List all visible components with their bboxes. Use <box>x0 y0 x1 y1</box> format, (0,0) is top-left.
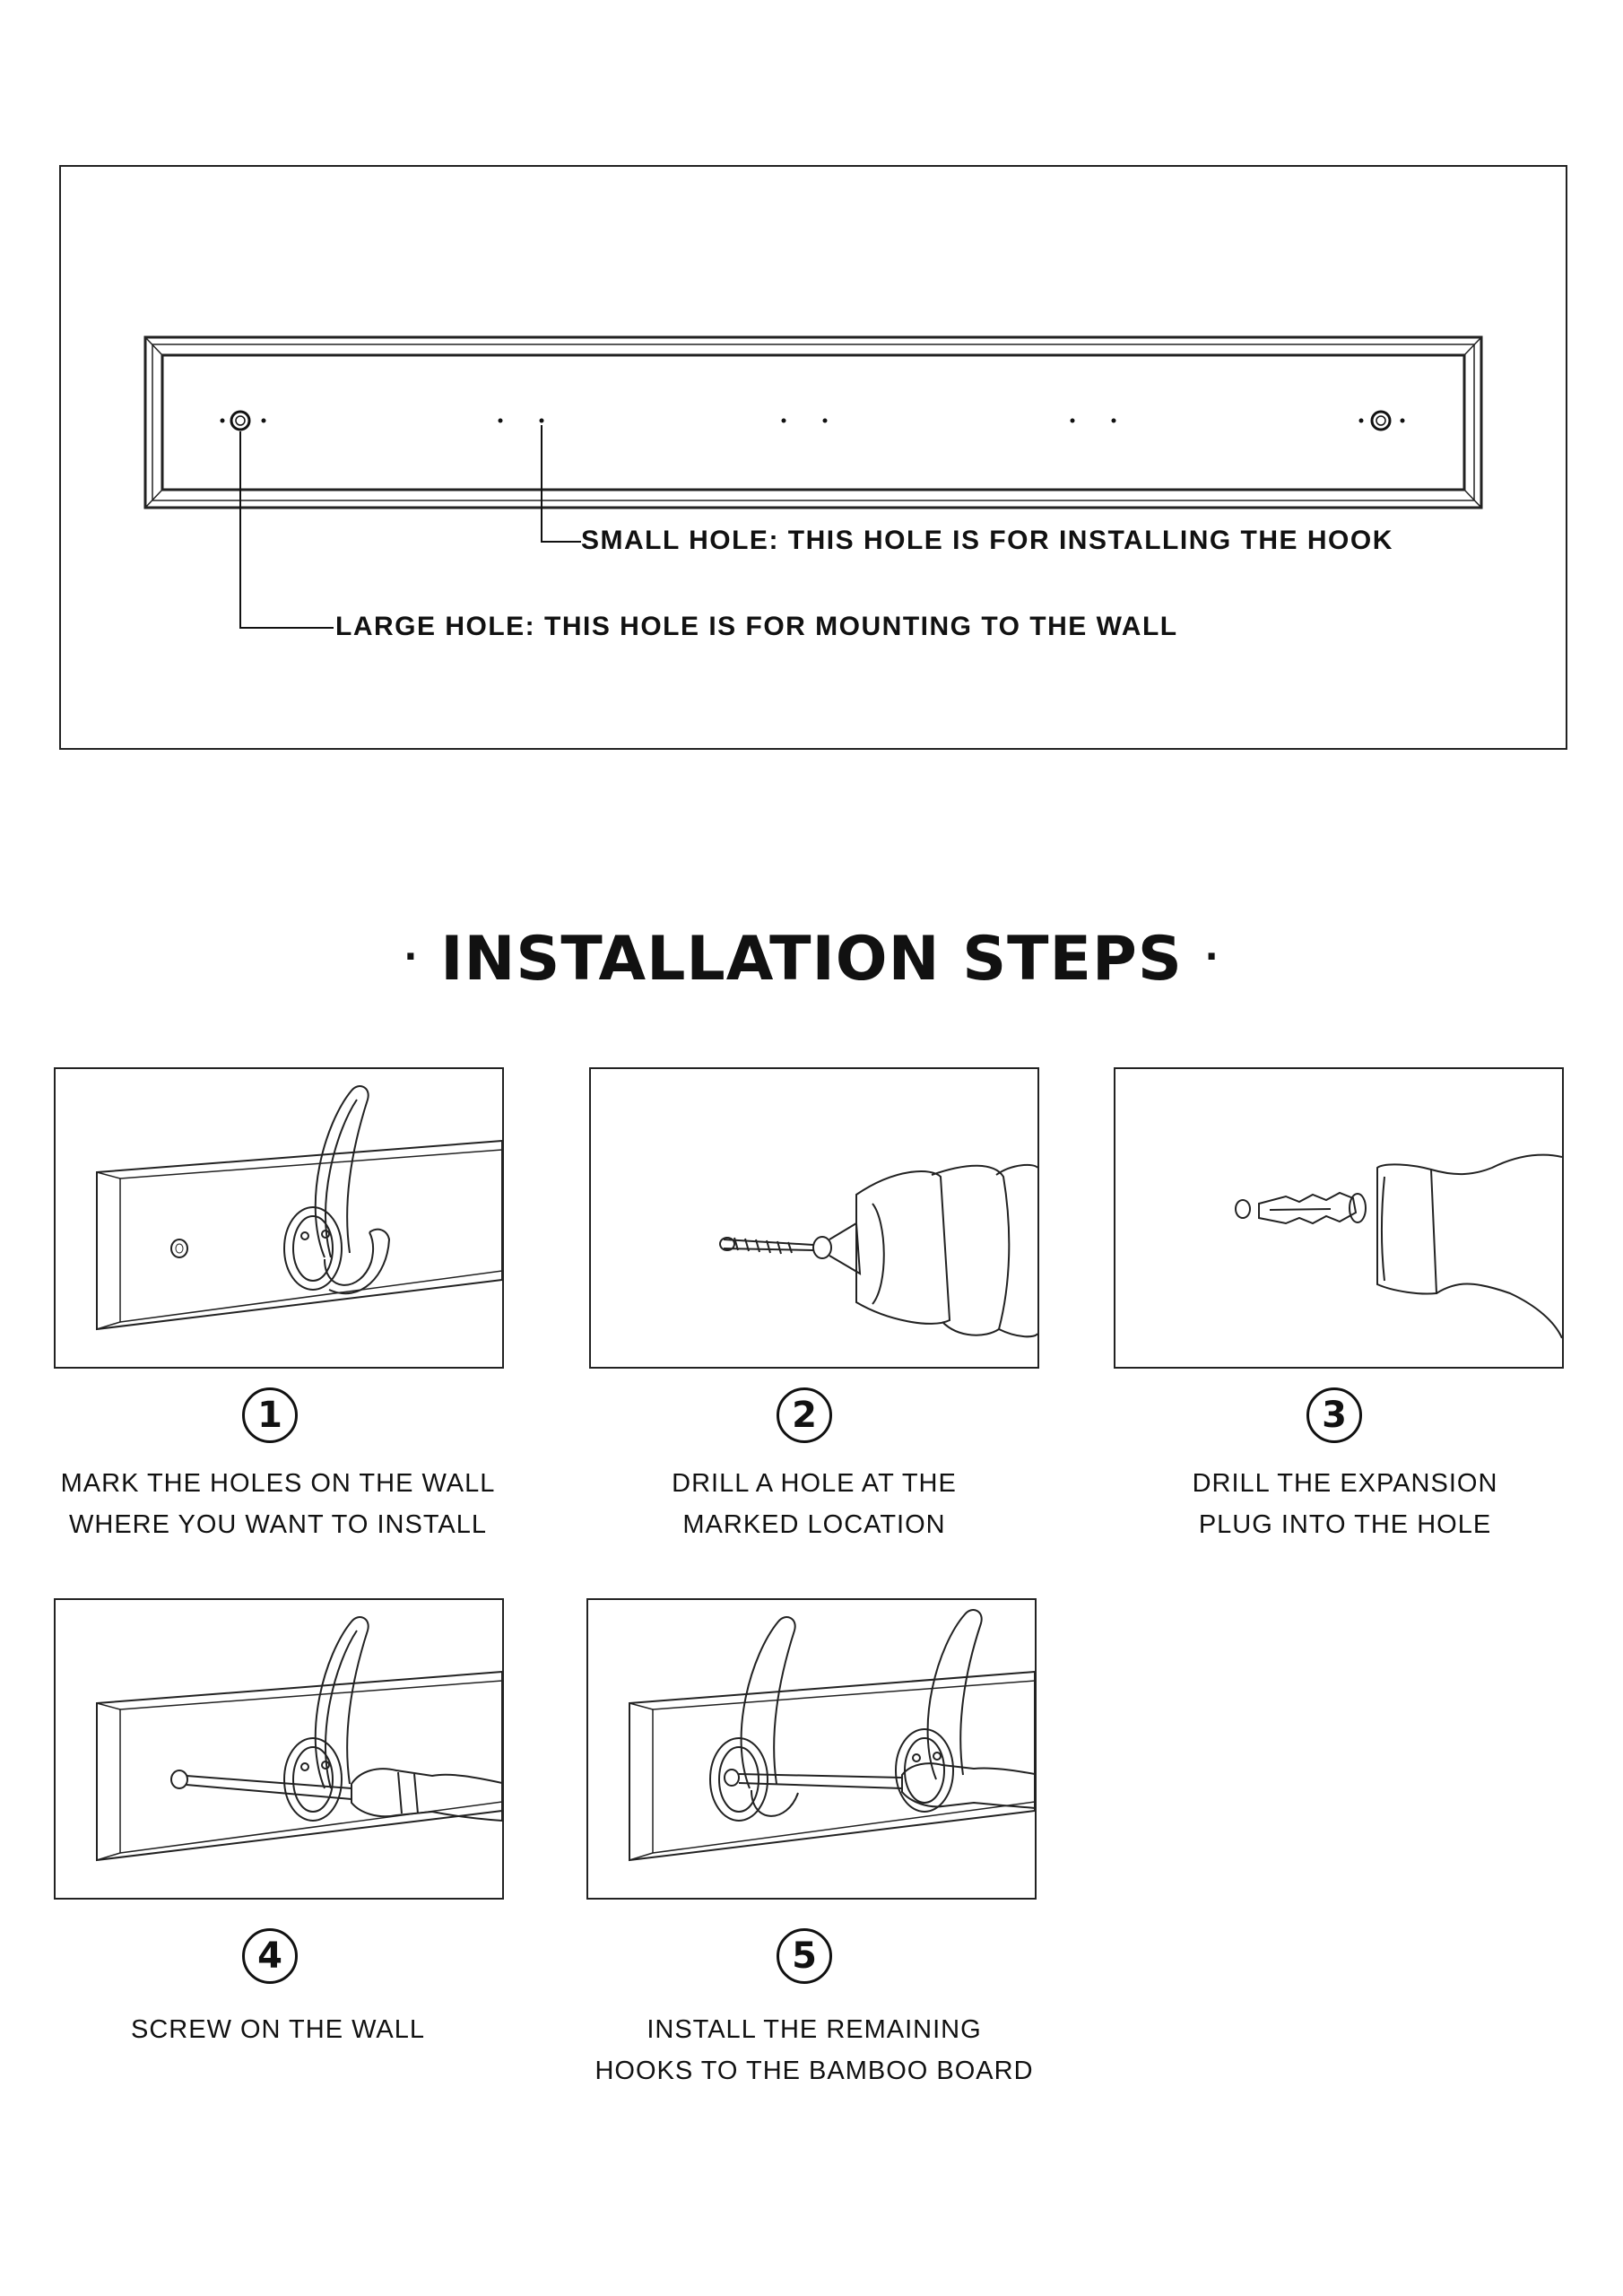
step-4-number: 4 <box>242 1928 298 1984</box>
large-hole-left <box>221 412 266 430</box>
screwdriver-icon <box>171 1769 502 1821</box>
hook-icon <box>284 1086 389 1293</box>
step-3-number: 3 <box>1306 1387 1362 1443</box>
hook-icon <box>710 1617 798 1821</box>
large-hole-label: LARGE HOLE: THIS HOLE IS FOR MOUNTING TO THE WALL <box>335 612 1178 641</box>
page-title <box>0 924 1623 995</box>
drill-icon <box>720 1165 1037 1336</box>
step-3-illustration <box>1114 1067 1564 1369</box>
title-dot-right: · <box>1204 936 1219 978</box>
step-5-illustration <box>586 1598 1037 1900</box>
step-2-number: 2 <box>777 1387 832 1443</box>
large-hole-leader <box>240 431 334 628</box>
hook-icon <box>896 1610 982 1812</box>
small-hole-label: SMALL HOLE: THIS HOLE IS FOR INSTALLING THE HOOK <box>581 526 1393 555</box>
title-dot-left: · <box>404 936 419 978</box>
board-outline <box>145 337 1481 508</box>
step-1-caption: MARK THE HOLES ON THE WALL WHERE YOU WANT TO INSTALL <box>60 1469 496 1539</box>
small-hole-leader <box>542 425 581 542</box>
step-4-illustration <box>54 1598 504 1900</box>
step-3-caption: DRILL THE EXPANSION PLUG INTO THE HOLE <box>1192 1469 1498 1539</box>
title-text: INSTALLATION STEPS <box>440 924 1183 995</box>
step-5-number: 5 <box>777 1928 832 1984</box>
step-2-illustration <box>589 1067 1039 1369</box>
step-4-caption: SCREW ON THE WALL <box>131 2015 425 2044</box>
small-holes <box>499 419 1116 423</box>
large-hole-right <box>1359 412 1405 430</box>
mounting-hole <box>171 1239 187 1257</box>
screwdriver-icon <box>725 1763 1035 1808</box>
step-2-caption: DRILL A HOLE AT THE MARKED LOCATION <box>672 1469 957 1539</box>
hook-icon <box>284 1617 369 1821</box>
hammer-icon <box>1377 1155 1562 1338</box>
step-1-number: 1 <box>242 1387 298 1443</box>
step-5-caption: INSTALL THE REMAINING HOOKS TO THE BAMBOO BOARD <box>595 2015 1034 2085</box>
expansion-plug-icon <box>1236 1193 1366 1223</box>
board-inner-panel <box>162 355 1464 490</box>
step-1-illustration <box>54 1067 504 1369</box>
